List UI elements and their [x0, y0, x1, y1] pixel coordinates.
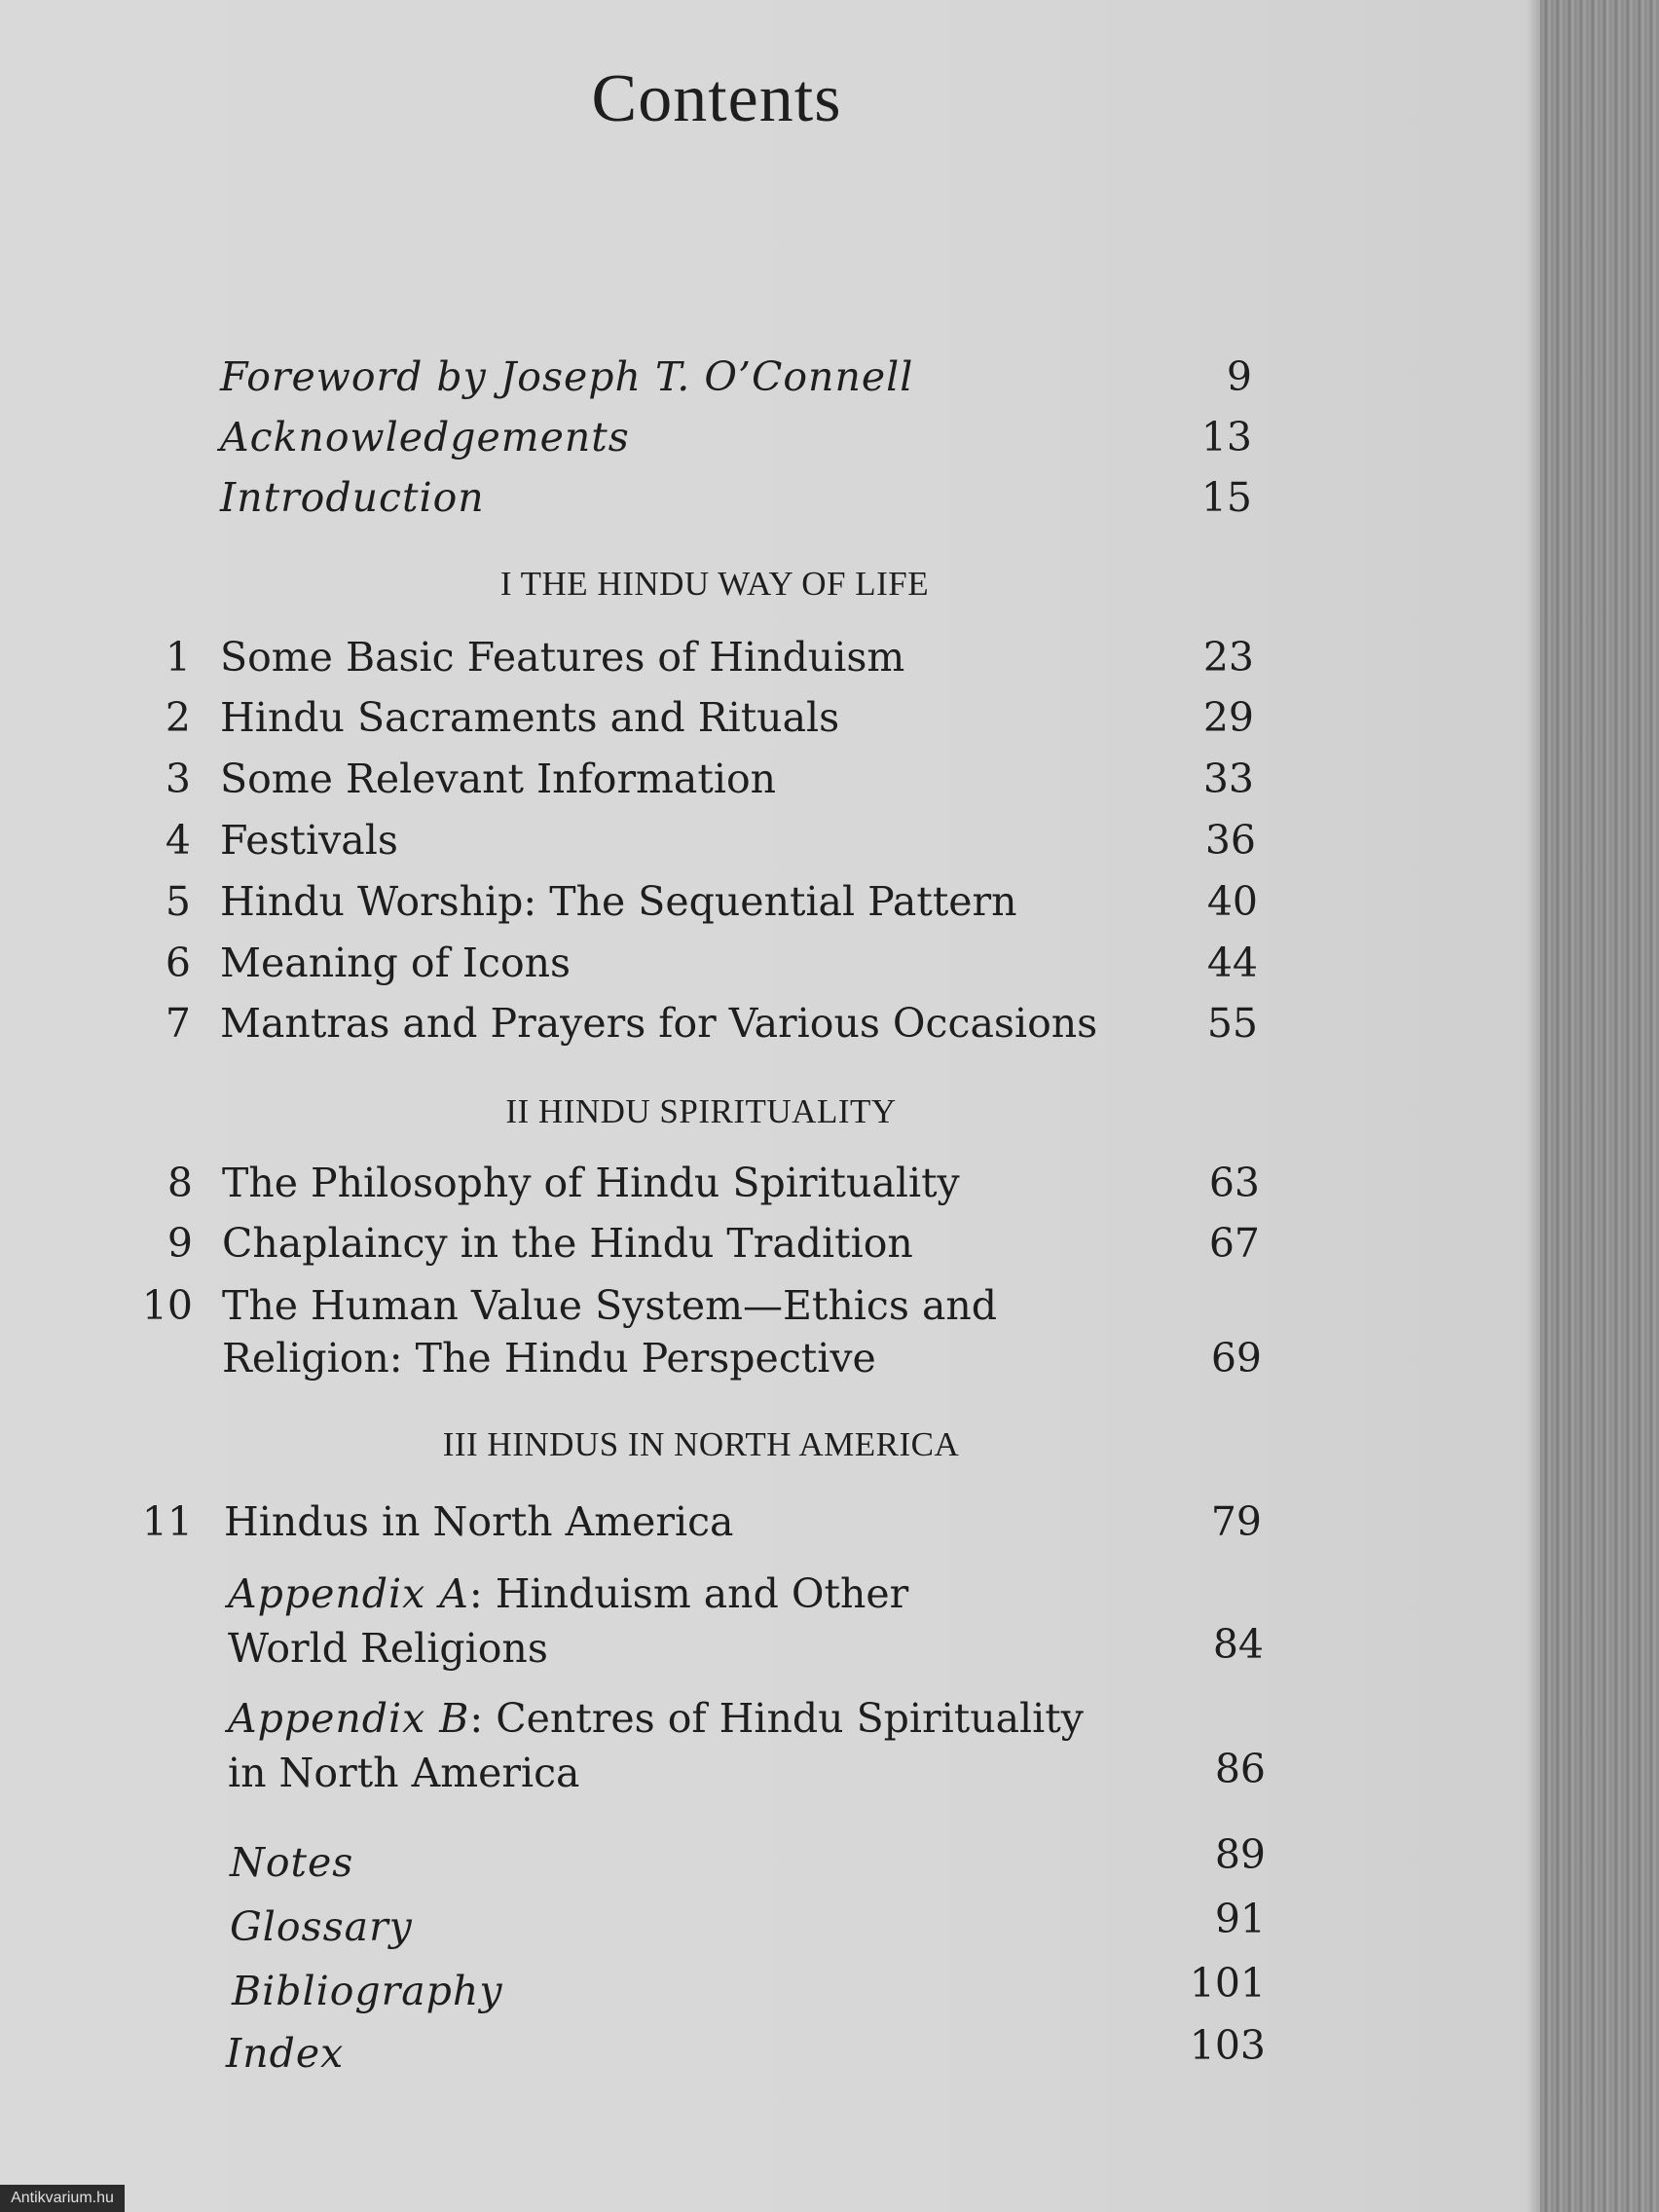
toc-entry-page: 9: [1226, 353, 1252, 400]
toc-entry-page: 89: [1214, 1831, 1266, 1878]
chapter-number: 4: [165, 817, 191, 864]
toc-entry-label: Bibliography: [232, 1968, 503, 2014]
chapter-page: 69: [1210, 1335, 1262, 1382]
chapter-page: 55: [1206, 1000, 1258, 1047]
appendix-a-title-rest: : Hinduism and Other: [468, 1570, 909, 1617]
part-heading: II HINDU SPIRITUALITY: [505, 1092, 897, 1130]
toc-entry-label: Glossary: [230, 1903, 413, 1950]
chapter-title: Festivals: [220, 817, 398, 864]
chapter-number: 5: [165, 878, 191, 925]
page-stack-edge: [1540, 0, 1659, 2212]
chapter-page: 63: [1208, 1160, 1260, 1206]
watermark: Antikvarium.hu: [0, 2185, 125, 2212]
chapter-title: Hindu Worship: The Sequential Pattern: [220, 878, 1017, 925]
toc-entry-page: 15: [1200, 474, 1252, 521]
chapter-number: 11: [141, 1498, 193, 1545]
chapter-number: 10: [141, 1282, 193, 1329]
appendix-a-line2: World Religions: [228, 1625, 548, 1672]
appendix-b-page: 86: [1214, 1746, 1266, 1792]
part-heading: I THE HINDU WAY OF LIFE: [499, 565, 930, 603]
appendix-b-line1: [228, 1692, 1084, 1745]
appendix-b-title-rest: : Centres of Hindu Spirituality: [469, 1695, 1084, 1742]
toc-entry-page: 103: [1189, 2022, 1266, 2069]
appendix-a-line1: [228, 1567, 908, 1620]
toc-entry-label: Index: [226, 2030, 345, 2077]
toc-entry-label: Introduction: [220, 474, 485, 521]
chapter-title-line2: Religion: The Hindu Perspective: [222, 1335, 876, 1382]
chapter-number: 7: [165, 1000, 191, 1047]
appendix-a-page: 84: [1212, 1621, 1264, 1668]
chapter-page: 67: [1208, 1220, 1260, 1267]
chapter-page: 23: [1202, 634, 1254, 681]
chapter-title: Some Basic Features of Hinduism: [220, 634, 905, 681]
chapter-title: Meaning of Icons: [220, 940, 571, 986]
chapter-title: The Philosophy of Hindu Spirituality: [222, 1160, 960, 1206]
chapter-page: 33: [1202, 756, 1254, 802]
chapter-page: 29: [1202, 694, 1254, 741]
page-title: Contents: [591, 61, 842, 136]
toc-entry-page: 101: [1189, 1960, 1266, 2007]
chapter-page: 40: [1206, 878, 1258, 925]
chapter-title: Chaplaincy in the Hindu Tradition: [222, 1220, 913, 1267]
chapter-page: 79: [1210, 1498, 1262, 1545]
chapter-number: 3: [165, 756, 191, 802]
toc-entry-page: 13: [1200, 414, 1252, 461]
part-heading: III HINDUS IN NORTH AMERICA: [442, 1425, 960, 1463]
chapter-number: 1: [165, 634, 191, 681]
toc-entry-label: Foreword by Joseph T. O’Connell: [220, 353, 914, 400]
chapter-number: 8: [166, 1160, 193, 1206]
toc-entry-page: 91: [1214, 1896, 1266, 1942]
toc-entry-label: Acknowledgements: [220, 414, 630, 461]
appendix-a-prefix: Appendix A: [228, 1570, 469, 1617]
appendix-b-line2: in North America: [228, 1750, 580, 1796]
chapter-title: Hindus in North America: [224, 1498, 734, 1545]
chapter-number: 6: [165, 940, 191, 986]
chapter-page: 36: [1204, 817, 1256, 864]
toc-entry-label: Notes: [230, 1839, 354, 1886]
chapter-title: Hindu Sacraments and Rituals: [220, 694, 840, 741]
chapter-title-line1: The Human Value System—Ethics and: [222, 1282, 998, 1329]
chapter-number: 2: [165, 694, 191, 741]
chapter-title: Some Relevant Information: [220, 756, 777, 802]
chapter-number: 9: [166, 1220, 193, 1267]
chapter-title: Mantras and Prayers for Various Occasions: [220, 1000, 1098, 1047]
chapter-page: 44: [1206, 940, 1258, 986]
appendix-b-prefix: Appendix B: [228, 1695, 470, 1742]
